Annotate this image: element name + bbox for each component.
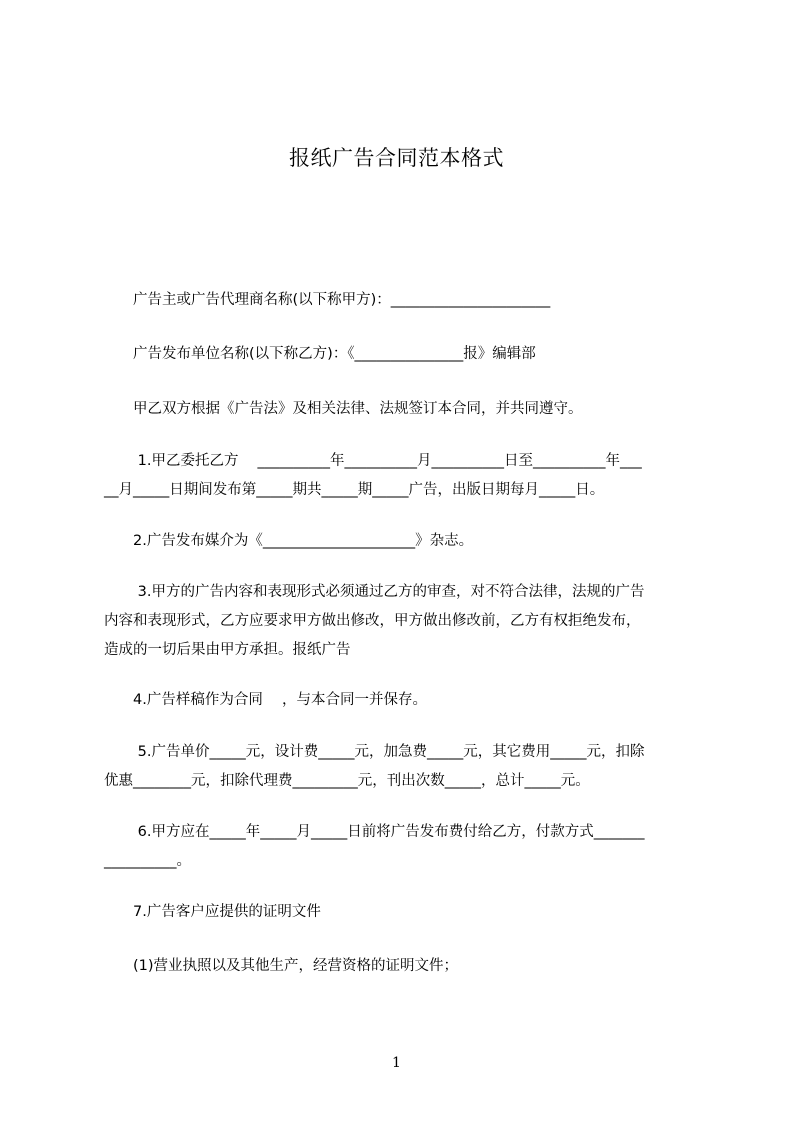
paragraph-line: 4.广告样稿作为合同 ，与本合同一并保存。 — [104, 692, 427, 708]
paragraph-line: 造成的一切后果由甲方承担。报纸广告 — [104, 642, 351, 658]
party-a-name-paragraph — [104, 286, 700, 315]
agreement-basis-paragraph — [104, 395, 700, 424]
party-b-name-paragraph — [104, 340, 700, 369]
clause-3-paragraph — [104, 578, 700, 665]
clause-5-paragraph — [104, 738, 700, 796]
clause-1-paragraph — [104, 447, 700, 505]
paragraph-line: 内容和表现形式，乙方应要求甲方做出修改，甲方做出修改前，乙方有权拒绝发布， — [104, 613, 641, 629]
clause-7-paragraph — [104, 898, 700, 927]
paragraph-line: __月_____日期间发布第_____期共_____期_____广告，出版日期每月_____日。 — [104, 482, 605, 498]
clause-4-paragraph — [104, 686, 700, 715]
paragraph-line: 2.广告发布媒介为《_____________________》杂志。 — [104, 533, 474, 549]
clause-6-paragraph — [104, 818, 700, 876]
page-number: 1 — [392, 1055, 401, 1071]
paragraph-line: (1)营业执照以及其他生产，经营资格的证明文件； — [104, 958, 459, 974]
paragraph-line: 优惠________元，扣除代理费_________元，刊出次数_____，总计_____元。 — [104, 773, 590, 789]
document-title: 报纸广告合同范本格式 — [289, 146, 504, 170]
clause-7-item-1-paragraph — [104, 952, 700, 981]
paragraph-line: 5.广告单价_____元，设计费_____元，加急费_____元，其它费用_____元，扣除 — [104, 744, 645, 760]
clause-2-paragraph — [104, 527, 700, 556]
paragraph-line: 甲乙双方根据《广告法》及相关法律、法规签订本合同，并共同遵守。 — [104, 401, 583, 417]
paragraph-line: 6.甲方应在_____年_____月_____日前将广告发布费付给乙方，付款方式_______ — [104, 824, 645, 840]
paragraph-line: __________。 — [104, 853, 191, 869]
paragraph-line: 广告发布单位名称(以下称乙方)：《_______________报》编辑部 — [104, 346, 536, 362]
paragraph-line: 3.甲方的广告内容和表现形式必须通过乙方的审查，对不符合法律，法规的广告 — [104, 584, 645, 600]
paragraph-line: 广告主或广告代理商名称(以下称甲方)：______________________ — [104, 292, 551, 308]
paragraph-line: 1.甲乙委托乙方 __________年__________月__________日至__________年___ — [104, 453, 642, 469]
paragraph-line: 7.广告客户应提供的证明文件 — [104, 904, 321, 920]
